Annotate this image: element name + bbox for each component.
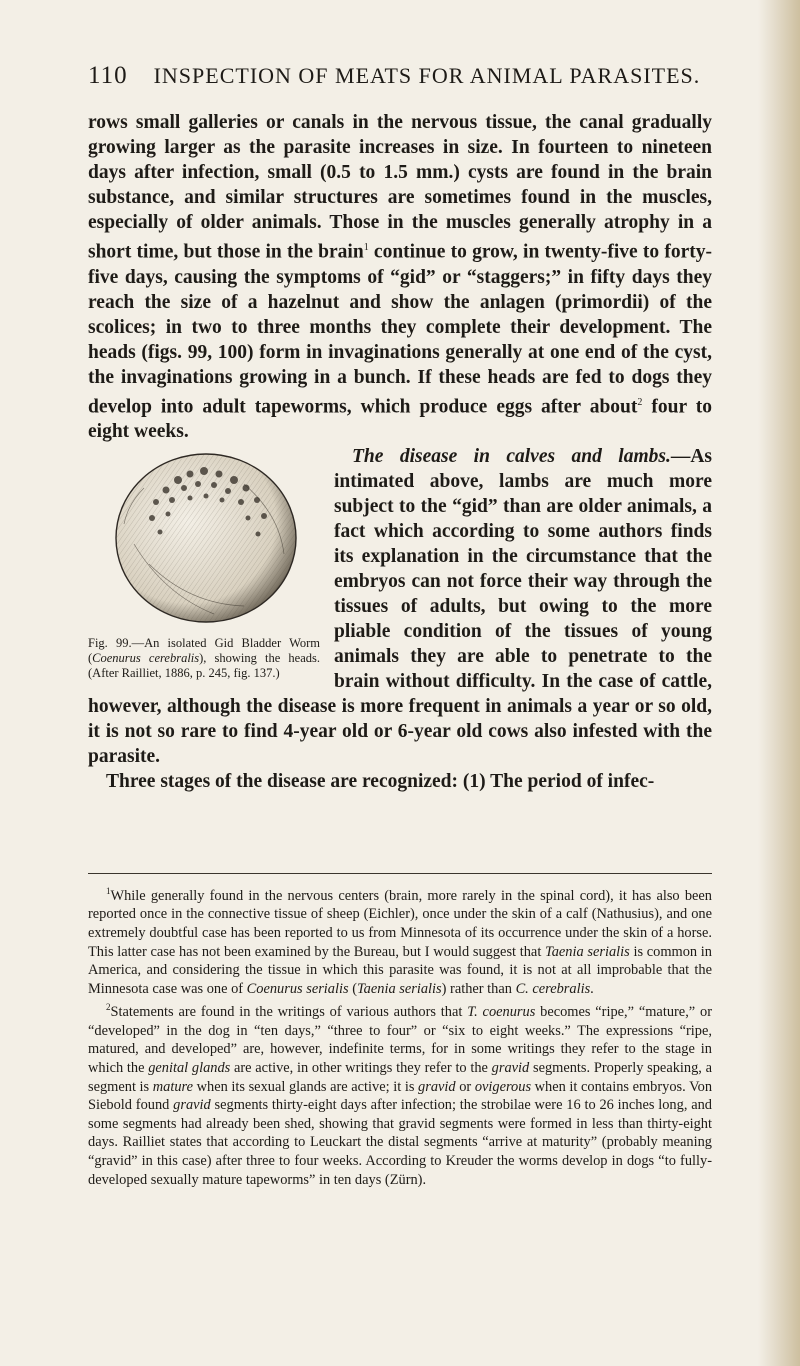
fn1-text-e: . <box>590 980 594 997</box>
footnote-1-mark: 1 <box>106 886 111 896</box>
paragraph-1-part-b: continue to grow, in twenty-five to forty-five days, causing the symptoms of “gid” or “staggers;” in fifty days they reach the size of a hazelnut and show the anlagen (primordii) of the scolices; in two to three months they complete their development. The heads (figs. 99, 100) form in invaginations generally at one end of the cyst, the invaginations growing in a bunch. If these heads are fed to dogs they develop into adult tapeworms, which produce eggs after about <box>88 241 712 417</box>
paragraph-1-part-a: rows small galleries or canals in the nervous tissue, the canal gradually growing larger as the parasite increases in size. In fourteen to nineteen days after infection, small (0.5 to 1.5 mm.) cysts are found in the brain substance, and similar structures are sometimes found in the muscles, especially of older animals. Those in the muscles generally atrophy in a short time, but those in the brain <box>88 112 712 263</box>
fn2-text-g: when it contains embryos. Von Siebold found <box>88 1078 713 1114</box>
paragraph-1-part-c: four to eight weeks. <box>88 396 712 442</box>
page-edge-shadow <box>758 0 800 1366</box>
fn1-text-d: ) rather than <box>441 980 516 997</box>
fn2-italic-5: gravid <box>418 1078 456 1095</box>
fn2-text-b: becomes “ripe,” “mature,” or “developed” in the dog in “ten days,” “three to four” or “six to eight weeks.” The expressions “ripe, matured, and developed” are, however, indefinite terms, for in some writings they refer to the stage in which the <box>88 1004 712 1076</box>
caption-part-a: Fig. 99.—An isolated Gid Bladder Worm ( <box>88 636 320 665</box>
fn2-italic-3: gravid <box>491 1059 530 1076</box>
caption-part-b: ), showing the heads. (After Railliet, 1886, p. 245, fig. 137.) <box>88 651 320 680</box>
running-header <box>88 62 708 90</box>
footnote-2 <box>88 998 712 1189</box>
fn1-text-a: While generally found in the nervous centers (brain, more rarely in the spinal cord), it has also been reported once in the connective tissue of sheep (Eichler), once under the skin of a calf (Nathusius), and one extremely doubtful case has been reported to us from Minnesota of its occurrence under the skin of a horse. This latter case has not been examined by the Bureau, but I would suggest that <box>88 887 712 960</box>
footnote-divider <box>88 873 712 874</box>
fn2-italic-6: ovigerous <box>474 1078 532 1095</box>
fn2-italic-4: mature <box>152 1078 194 1095</box>
footnote-2-mark: 2 <box>106 1002 111 1013</box>
paragraph-3 <box>88 769 712 794</box>
fn2-italic-2: genital glands <box>148 1059 231 1076</box>
fn2-italic-1: T. coenurus <box>467 1004 536 1021</box>
fn2-text-f: or <box>455 1078 475 1095</box>
fn2-italic-7: gravid <box>173 1097 211 1114</box>
caption-species-name: Coenurus cerebralis <box>92 651 200 665</box>
fn2-text-a: Statements are found in the writings of various authors that <box>110 1004 468 1021</box>
running-head-title: INSPECTION OF MEATS FOR ANIMAL PARASITES. <box>153 63 701 88</box>
fn2-text-c: are active, in other writings they refer to the <box>230 1059 492 1076</box>
footnote-ref-1[interactable]: 1 <box>363 242 369 253</box>
fn1-text-b: is common in America, and considering the tissue in which this parasite was found, it is not at all improbable that the Minnesota case was one of <box>88 943 712 997</box>
page-number: 110 <box>88 62 128 89</box>
fn1-italic-4: C. cerebralis <box>515 980 591 997</box>
footnote-1 <box>88 882 712 998</box>
fn1-italic-2: Coenurus serialis <box>246 980 349 997</box>
bladder-worm-illustration <box>94 444 308 632</box>
footnote-ref-2[interactable]: 2 <box>637 396 643 408</box>
fn2-text-d: segments. Properly speaking, a segment is <box>88 1059 712 1095</box>
fn1-text-c: ( <box>348 980 357 997</box>
fn1-italic-1: Taenia serialis <box>545 943 630 960</box>
section-subheading: The disease in calves and lambs. <box>352 446 671 467</box>
paragraph-3-text: Three stages of the disease are recognized: (1) The period of infec- <box>106 771 655 792</box>
footnotes <box>88 882 712 1189</box>
paragraph-2-text: —As intimated above, lambs are much more subject to the “gid” than are older animals, a fact which according to some authors finds its explanation in the circumstance that the embryos can not force their way through the tissues of adults, but owing to the more pliable condition of the tissues of young animals they are able to penetrate to the brain without difficulty. In the case of cattle, however, although the disease is more frequent in animals a year or so old, it is not so rare to find 4-year old or 6-year old cows also infested with the parasite. <box>88 446 712 767</box>
figure-caption <box>88 636 320 681</box>
fn2-text-e: when its sexual glands are active; it is <box>193 1078 419 1095</box>
main-text <box>88 110 712 794</box>
fn2-text-h: segments thirty-eight days after infection; the strobilae were 16 to 26 inches long, and some segments had already been shed, showing that gravid segments were formed in less than thirty-eight days. Railliet states that according to Leuckart the distal segments “arrive at maturity” (probably meaning “gravid” in this case) after three to four weeks. According to Kreuder the worms develop in dogs “to fully-developed sexually mature tapeworms” in ten days (Zürn). <box>88 1097 713 1188</box>
fn1-italic-3: Taenia serialis <box>357 980 442 997</box>
figure-99 <box>88 444 320 681</box>
paragraph-1 <box>88 110 712 444</box>
